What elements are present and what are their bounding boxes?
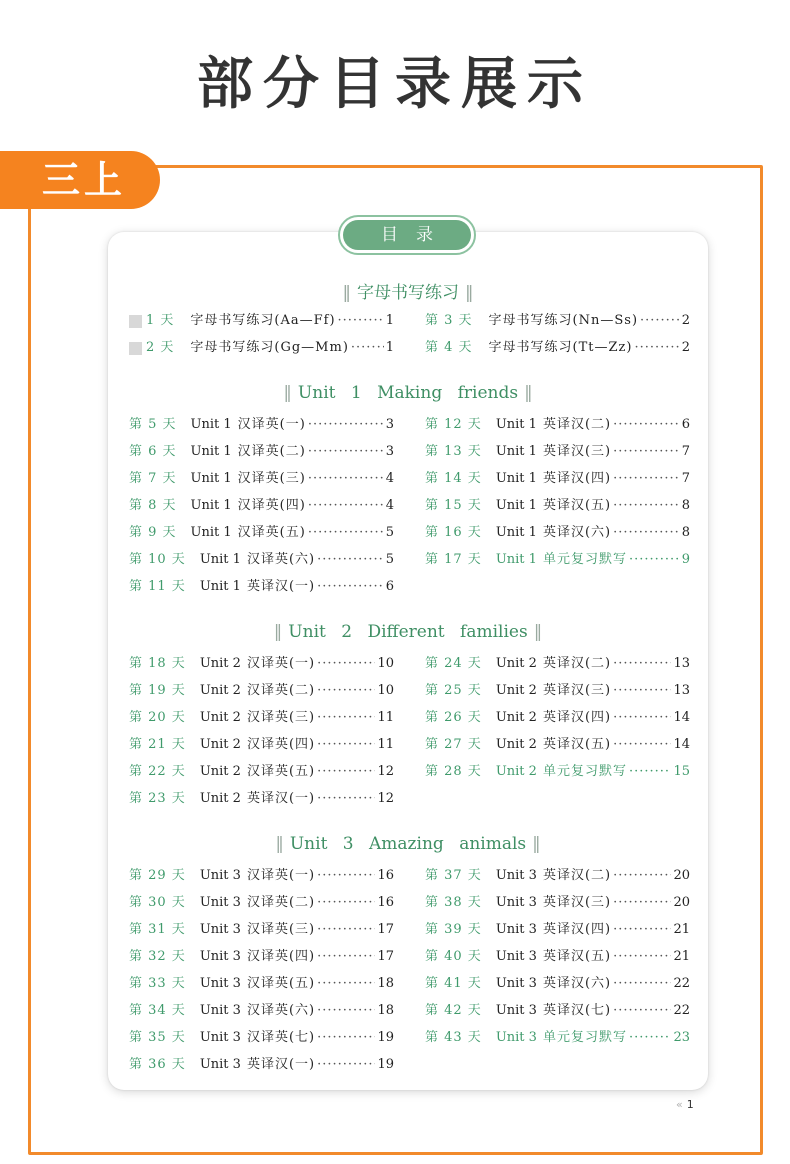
back-arrows-icon: « [676, 1098, 683, 1111]
toc-entry [129, 496, 394, 516]
toc-entry [129, 974, 394, 994]
leader-dots [613, 866, 671, 886]
toc-entry [425, 893, 690, 913]
toc-entry [425, 654, 690, 674]
heading-bar-right: ‖ [532, 834, 541, 854]
entry-day: 第 41 天 [425, 976, 482, 991]
entry-title: 英译汉(三) [542, 683, 612, 698]
entry-title: 英译汉(五) [542, 949, 612, 964]
entry-page: 19 [377, 1030, 394, 1045]
entry-page: 1 [385, 313, 394, 328]
entry-page: 13 [673, 656, 690, 671]
entry-page: 11 [377, 737, 394, 752]
entry-title: 英译汉(四) [542, 922, 612, 937]
entry-title: 英译汉(五) [542, 498, 612, 513]
entry-day: 第 7 天 [129, 471, 177, 486]
entry-day: 第 19 天 [129, 683, 186, 698]
entry-unit: Unit 2 [199, 737, 241, 752]
toc-entry [129, 1028, 394, 1048]
entry-day: 第 21 天 [129, 737, 186, 752]
leader-dots [613, 469, 680, 489]
entry-page: 14 [673, 710, 690, 725]
entry-unit: Unit 3 [495, 895, 537, 910]
toc-entry [129, 735, 394, 755]
entry-unit: Unit 1 [190, 417, 232, 432]
leader-dots [640, 311, 680, 331]
toc-badge-label: 目录 [343, 220, 471, 250]
leader-dots [613, 893, 671, 913]
heading-bar-left: ‖ [342, 283, 351, 303]
entry-day: 第 4 天 [425, 340, 473, 355]
entry-day: 第 5 天 [129, 417, 177, 432]
entry-day: 第 20 天 [129, 710, 186, 725]
toc-entry [129, 550, 394, 570]
entry-unit: Unit 3 [495, 949, 537, 964]
entry-page: 18 [377, 1003, 394, 1018]
toc-entry [129, 469, 394, 489]
entry-unit: Unit 3 [199, 895, 241, 910]
entry-title: 英译汉(六) [542, 525, 612, 540]
entry-unit: Unit 2 [199, 656, 241, 671]
entry-unit: Unit 3 [495, 976, 537, 991]
entry-title: 汉译英(四) [246, 949, 316, 964]
entry-day: 第 6 天 [129, 444, 177, 459]
entry-day: 第 33 天 [129, 976, 186, 991]
leader-dots [317, 974, 375, 994]
toc-entry [425, 1001, 690, 1021]
entry-day: 第 8 天 [129, 498, 177, 513]
entry-day: 第 17 天 [425, 552, 482, 567]
entry-title: 汉译英(一) [246, 656, 316, 671]
toc-entry [129, 893, 394, 913]
page-number: 1 [686, 1098, 694, 1111]
entry-day: 第 23 天 [129, 791, 186, 806]
entry-unit: Unit 3 [199, 868, 241, 883]
entry-page: 8 [681, 525, 690, 540]
toc-entry [425, 415, 690, 435]
leader-dots [317, 866, 375, 886]
toc-entry [129, 415, 394, 435]
toc-entry [425, 974, 690, 994]
entry-title: 英译汉(二) [542, 417, 612, 432]
toc-entry [425, 311, 690, 331]
toc-entry [129, 947, 394, 967]
entry-day: 第 13 天 [425, 444, 482, 459]
entry-unit: Unit 3 [199, 922, 241, 937]
entry-page: 3 [385, 444, 394, 459]
heading-bar-left: ‖ [283, 383, 292, 403]
entry-title: 汉译英(五) [246, 976, 316, 991]
entry-title: 英译汉(三) [542, 895, 612, 910]
entry-title: 汉译英(三) [237, 471, 306, 486]
entry-day: 1 天 [146, 313, 175, 328]
entry-page: 10 [377, 683, 394, 698]
leader-dots [629, 1028, 672, 1048]
heading-bar-right: ‖ [524, 383, 533, 403]
leader-dots [317, 1028, 375, 1048]
entry-day: 第 14 天 [425, 471, 482, 486]
section-heading [108, 383, 708, 403]
leader-dots [308, 415, 384, 435]
entry-unit: Unit 1 [495, 552, 537, 567]
leader-dots [338, 311, 384, 331]
entry-title: 汉译英(六) [246, 552, 316, 567]
grade-tab: 三上 [0, 151, 160, 209]
entry-day: 第 22 天 [129, 764, 186, 779]
toc-entry [129, 681, 394, 701]
section-heading-text: Unit 3 Amazing animals [289, 834, 527, 854]
bookmark-square-icon [129, 342, 142, 355]
leader-dots [613, 974, 671, 994]
entry-title: 字母书写练习(Gg—Mm) [190, 340, 349, 355]
leader-dots [308, 442, 384, 462]
entry-day: 2 天 [146, 340, 175, 355]
heading-bar-left: ‖ [275, 834, 284, 854]
entry-page: 9 [681, 552, 690, 567]
entry-unit: Unit 3 [495, 1030, 537, 1045]
toc-entry [425, 496, 690, 516]
leader-dots [317, 654, 375, 674]
entry-unit: Unit 3 [199, 1030, 241, 1045]
leader-dots [613, 415, 680, 435]
entry-unit: Unit 2 [199, 710, 241, 725]
entry-unit: Unit 1 [495, 498, 537, 513]
leader-dots [634, 338, 679, 358]
entry-title: 单元复习默写 [542, 552, 627, 567]
leader-dots [613, 654, 671, 674]
entry-title: 字母书写练习(Aa—Ff) [190, 313, 336, 328]
toc-entry [425, 550, 690, 570]
leader-dots [613, 1001, 671, 1021]
entry-page: 20 [673, 895, 690, 910]
entry-page: 22 [673, 1003, 690, 1018]
leader-dots [317, 920, 375, 940]
entry-page: 13 [673, 683, 690, 698]
toc-entry [425, 338, 690, 358]
entry-day: 第 11 天 [129, 579, 186, 594]
entry-unit: Unit 2 [495, 683, 537, 698]
entry-title: 汉译英(六) [246, 1003, 316, 1018]
entry-title: 汉译英(三) [246, 922, 316, 937]
entry-day: 第 3 天 [425, 313, 473, 328]
toc-entry [425, 469, 690, 489]
toc-entry [425, 442, 690, 462]
entry-unit: Unit 1 [190, 498, 232, 513]
entry-day: 第 38 天 [425, 895, 482, 910]
toc-entry [129, 442, 394, 462]
entry-page: 2 [681, 313, 690, 328]
entry-page: 21 [673, 949, 690, 964]
leader-dots [308, 469, 384, 489]
entry-page: 7 [681, 471, 690, 486]
leader-dots [317, 577, 384, 597]
entry-title: 单元复习默写 [542, 1030, 627, 1045]
toc-entry [425, 866, 690, 886]
entry-page: 8 [681, 498, 690, 513]
entry-unit: Unit 1 [495, 525, 537, 540]
toc-entry [129, 338, 394, 358]
leader-dots [613, 920, 671, 940]
entry-title: 英译汉(二) [542, 868, 612, 883]
entry-title: 汉译英(五) [237, 525, 306, 540]
section-heading [108, 834, 708, 854]
section-heading [108, 278, 708, 303]
entry-unit: Unit 1 [495, 444, 537, 459]
entry-title: 汉译英(三) [246, 710, 316, 725]
heading-bar-right: ‖ [465, 283, 474, 303]
entry-page: 17 [377, 922, 394, 937]
entry-unit: Unit 2 [199, 791, 241, 806]
entry-unit: Unit 2 [199, 683, 241, 698]
toc-entry [129, 762, 394, 782]
entry-title: 英译汉(六) [542, 976, 612, 991]
entry-title: 汉译英(四) [237, 498, 306, 513]
entry-day: 第 43 天 [425, 1030, 482, 1045]
leader-dots [317, 1055, 375, 1075]
entry-page: 19 [377, 1057, 394, 1072]
entry-unit: Unit 2 [495, 737, 537, 752]
leader-dots [613, 708, 671, 728]
entry-unit: Unit 3 [199, 976, 241, 991]
entry-unit: Unit 3 [495, 922, 537, 937]
leader-dots [308, 496, 384, 516]
entry-unit: Unit 3 [199, 949, 241, 964]
entry-title: 英译汉(三) [542, 444, 612, 459]
heading-bar-right: ‖ [533, 622, 543, 642]
entry-day: 第 16 天 [425, 525, 482, 540]
entry-day: 第 42 天 [425, 1003, 482, 1018]
entry-page: 4 [385, 498, 394, 513]
entry-title: 汉译英(二) [237, 444, 306, 459]
entry-day: 第 25 天 [425, 683, 482, 698]
toc-entry [425, 708, 690, 728]
entry-title: 汉译英(二) [246, 683, 316, 698]
entry-page: 3 [385, 417, 394, 432]
entry-unit: Unit 3 [199, 1057, 241, 1072]
entry-day: 第 24 天 [425, 656, 482, 671]
entry-page: 4 [385, 471, 394, 486]
entry-title: 汉译英(一) [246, 868, 316, 883]
entry-title: 汉译英(二) [246, 895, 316, 910]
entry-page: 6 [681, 417, 690, 432]
entry-day: 第 35 天 [129, 1030, 186, 1045]
entry-page: 5 [385, 525, 394, 540]
entry-title: 字母书写练习(Nn—Ss) [488, 313, 639, 328]
entry-title: 英译汉(一) [246, 791, 316, 806]
leader-dots [613, 947, 671, 967]
entry-title: 汉译英(四) [246, 737, 316, 752]
entry-title: 英译汉(四) [542, 710, 612, 725]
leader-dots [317, 735, 375, 755]
entry-unit: Unit 2 [495, 710, 537, 725]
toc-entry [129, 1055, 394, 1075]
entry-title: 英译汉(一) [246, 579, 316, 594]
leader-dots [613, 496, 680, 516]
bookmark-square-icon [129, 315, 142, 328]
toc-entry [425, 1028, 690, 1048]
entry-page: 16 [377, 895, 394, 910]
toc-entry [129, 577, 394, 597]
entry-unit: Unit 1 [190, 471, 232, 486]
entry-title: 英译汉(一) [246, 1057, 316, 1072]
entry-day: 第 40 天 [425, 949, 482, 964]
leader-dots [317, 762, 375, 782]
section-heading-text: Unit 1 Making friends [297, 383, 519, 403]
leader-dots [317, 550, 384, 570]
leader-dots [629, 550, 680, 570]
entry-unit: Unit 1 [199, 552, 241, 567]
entry-page: 10 [377, 656, 394, 671]
entry-day: 第 15 天 [425, 498, 482, 513]
entry-title: 汉译英(七) [246, 1030, 316, 1045]
entry-page: 7 [681, 444, 690, 459]
toc-entry [425, 681, 690, 701]
leader-dots [317, 681, 375, 701]
toc-entry [129, 1001, 394, 1021]
entry-title: 字母书写练习(Tt—Zz) [488, 340, 633, 355]
entry-page: 12 [377, 791, 394, 806]
entry-day: 第 36 天 [129, 1057, 186, 1072]
entry-page: 16 [377, 868, 394, 883]
leader-dots [351, 338, 384, 358]
entry-unit: Unit 3 [199, 1003, 241, 1018]
toc-entry [129, 523, 394, 543]
toc-badge [338, 215, 476, 255]
leader-dots [613, 681, 671, 701]
entry-day: 第 10 天 [129, 552, 186, 567]
toc-entry [129, 866, 394, 886]
heading-bar-left: ‖ [273, 622, 283, 642]
entry-title: 英译汉(七) [542, 1003, 612, 1018]
entry-day: 第 28 天 [425, 764, 482, 779]
section-heading-text: Unit 2 Different families [288, 622, 528, 642]
entry-page: 12 [377, 764, 394, 779]
entry-page: 2 [681, 340, 690, 355]
toc-entry [129, 920, 394, 940]
leader-dots [317, 789, 375, 809]
entry-unit: Unit 2 [199, 764, 241, 779]
entry-day: 第 39 天 [425, 922, 482, 937]
entry-day: 第 32 天 [129, 949, 186, 964]
entry-unit: Unit 1 [199, 579, 241, 594]
leader-dots [317, 708, 375, 728]
entry-page: 18 [377, 976, 394, 991]
entry-unit: Unit 1 [190, 444, 232, 459]
entry-unit: Unit 3 [495, 868, 537, 883]
entry-page: 11 [377, 710, 394, 725]
entry-page: 14 [673, 737, 690, 752]
entry-title: 英译汉(二) [542, 656, 612, 671]
leader-dots [317, 947, 375, 967]
toc-entry [425, 947, 690, 967]
leader-dots [308, 523, 384, 543]
entry-page: 15 [673, 764, 690, 779]
entry-page: 20 [673, 868, 690, 883]
entry-unit: Unit 2 [495, 656, 537, 671]
section-heading-text: 字母书写练习 [357, 283, 459, 303]
entry-day: 第 37 天 [425, 868, 482, 883]
leader-dots [613, 735, 671, 755]
toc-entry [425, 523, 690, 543]
entry-unit: Unit 2 [495, 764, 537, 779]
toc-entry [129, 654, 394, 674]
entry-page: 21 [673, 922, 690, 937]
toc-entry [129, 311, 394, 331]
section-heading [108, 622, 708, 642]
entry-day: 第 31 天 [129, 922, 186, 937]
entry-page: 1 [385, 340, 394, 355]
entry-page: 22 [673, 976, 690, 991]
entry-day: 第 29 天 [129, 868, 186, 883]
toc-entry [425, 920, 690, 940]
entry-day: 第 9 天 [129, 525, 177, 540]
entry-unit: Unit 1 [190, 525, 232, 540]
page-title: 部分目录展示 [197, 52, 593, 117]
entry-page: 17 [377, 949, 394, 964]
toc-entry [425, 762, 690, 782]
entry-page: 23 [673, 1030, 690, 1045]
entry-title: 英译汉(四) [542, 471, 612, 486]
entry-page: 5 [385, 552, 394, 567]
entry-title: 汉译英(五) [246, 764, 316, 779]
leader-dots [317, 893, 375, 913]
toc-entry [129, 708, 394, 728]
entry-day: 第 27 天 [425, 737, 482, 752]
leader-dots [629, 762, 672, 782]
entry-day: 第 30 天 [129, 895, 186, 910]
entry-day: 第 12 天 [425, 417, 482, 432]
entry-unit: Unit 1 [495, 417, 537, 432]
entry-page: 6 [385, 579, 394, 594]
entry-unit: Unit 1 [495, 471, 537, 486]
leader-dots [613, 523, 680, 543]
leader-dots [613, 442, 680, 462]
entry-title: 英译汉(五) [542, 737, 612, 752]
entry-day: 第 26 天 [425, 710, 482, 725]
entry-unit: Unit 3 [495, 1003, 537, 1018]
leader-dots [317, 1001, 375, 1021]
toc-entry [129, 789, 394, 809]
toc-entry [425, 735, 690, 755]
entry-title: 单元复习默写 [542, 764, 627, 779]
entry-day: 第 18 天 [129, 656, 186, 671]
entry-title: 汉译英(一) [237, 417, 306, 432]
entry-day: 第 34 天 [129, 1003, 186, 1018]
page-footer [676, 1098, 694, 1111]
